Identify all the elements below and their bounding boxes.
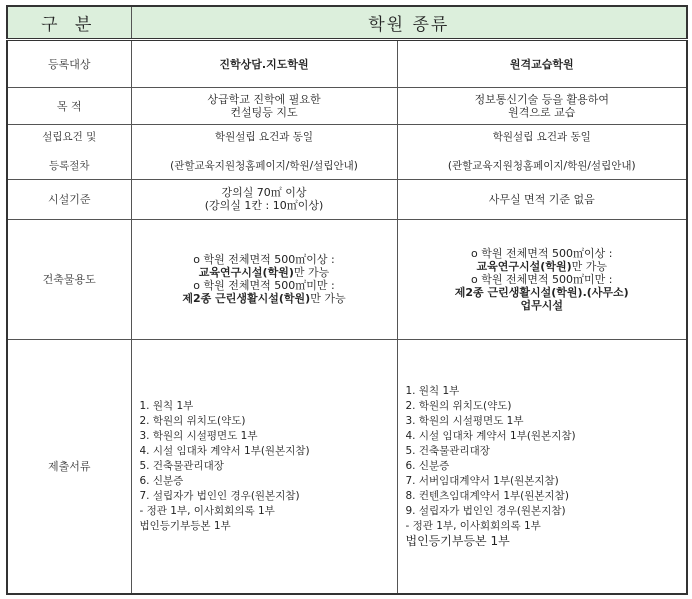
building-a-line4-bold: 제2종 근린생활시설(학원) bbox=[182, 292, 311, 305]
row-documents bbox=[7, 339, 687, 594]
documents-b-item: - 정관 1부, 이사회회의록 1부 bbox=[405, 519, 541, 532]
requirements-b-bottom: (관할교육지원청홈페이지/학원/설립안내) bbox=[447, 159, 636, 172]
cell-purpose-b bbox=[397, 87, 687, 124]
facility-a-line1: 강의실 70㎡ 이상 bbox=[221, 186, 307, 199]
documents-b-item: 8. 컨텐츠임대계약서 1부(원본지참) bbox=[405, 489, 569, 502]
documents-a-item: - 정관 1부, 이사회회의록 1부 bbox=[139, 504, 275, 517]
building-a-line2 bbox=[140, 266, 389, 279]
purpose-b-line1: 정보통신기술 등을 활용하여 bbox=[474, 92, 609, 106]
documents-b-item: 법인등기부등본 1부 bbox=[405, 533, 510, 548]
building-a-line2-rest: 만 가능 bbox=[293, 266, 330, 279]
header-academy-type: 학원 종류 bbox=[131, 6, 687, 39]
label-registration-target: 등록대상 bbox=[7, 39, 131, 87]
row-purpose bbox=[7, 87, 687, 124]
documents-a-item: 7. 설립자가 법인인 경우(원본지참) bbox=[139, 489, 300, 502]
building-b-line3: o 학원 전체면적 500㎡미만 : bbox=[471, 272, 613, 286]
row-requirements bbox=[7, 124, 687, 179]
cell-building-use-b bbox=[397, 219, 687, 339]
table-header-row bbox=[7, 6, 687, 39]
cell-documents-b bbox=[397, 339, 687, 594]
cell-remote-academy: 원격교습학원 bbox=[397, 39, 687, 87]
row-facility bbox=[7, 179, 687, 219]
cell-purpose-a bbox=[131, 87, 397, 124]
cell-consulting-academy: 진학상담.지도학원 bbox=[131, 39, 397, 87]
documents-a-item: 4. 시설 임대차 계약서 1부(원본지참) bbox=[139, 444, 310, 457]
label-requirements-bottom: 등록절차 bbox=[48, 159, 90, 172]
label-documents: 제출서류 bbox=[7, 339, 131, 594]
label-building-use: 건축물용도 bbox=[7, 219, 131, 339]
label-requirements-top: 설립요건 및 bbox=[42, 130, 97, 143]
documents-a-item: 1. 원칙 1부 bbox=[139, 399, 194, 412]
documents-a-item: 법인등기부등본 1부 bbox=[139, 519, 231, 532]
documents-a-item: 6. 신분증 bbox=[139, 474, 184, 487]
academy-type-table bbox=[6, 5, 688, 595]
building-b-line5: 업무시설 bbox=[520, 298, 563, 312]
building-b-line2-bold: 교육연구시설(학원) bbox=[476, 259, 572, 273]
cell-requirements-a bbox=[131, 124, 397, 179]
requirements-a-top: 학원설립 요건과 동일 bbox=[215, 130, 313, 143]
building-b-line1: o 학원 전체면적 500㎡이상 : bbox=[471, 246, 613, 260]
documents-b-item: 4. 시설 임대차 계약서 1부(원본지참) bbox=[405, 429, 576, 442]
building-b-line2-rest: 만 가능 bbox=[571, 259, 607, 273]
documents-b-item: 1. 원칙 1부 bbox=[405, 384, 460, 397]
building-b-line2 bbox=[406, 260, 679, 273]
building-a-line3: o 학원 전체면적 500㎡미만 : bbox=[193, 279, 335, 292]
row-registration-target bbox=[7, 39, 687, 87]
row-building-use bbox=[7, 219, 687, 339]
documents-b-item: 2. 학원의 위치도(약도) bbox=[405, 399, 512, 412]
documents-a-item: 2. 학원의 위치도(약도) bbox=[139, 414, 246, 427]
building-b-line4: 제2종 근린생활시설(학원).(사무소) bbox=[454, 285, 629, 299]
requirements-b-top: 학원설립 요건과 동일 bbox=[492, 130, 591, 143]
header-category: 구 분 bbox=[7, 6, 131, 39]
purpose-a-line2: 컨설팅등 지도 bbox=[230, 105, 298, 119]
cell-requirements-b bbox=[397, 124, 687, 179]
documents-b-item: 3. 학원의 시설평면도 1부 bbox=[405, 414, 524, 427]
documents-a-item: 3. 학원의 시설평면도 1부 bbox=[139, 429, 258, 442]
label-requirements bbox=[7, 124, 131, 179]
cell-documents-a bbox=[131, 339, 397, 594]
label-facility: 시설기준 bbox=[7, 179, 131, 219]
documents-b-item: 5. 건축물관리대장 bbox=[405, 444, 490, 457]
documents-b-item: 7. 서버임대계약서 1부(원본지참) bbox=[405, 474, 559, 487]
cell-facility-b: 사무실 면적 기준 없음 bbox=[397, 179, 687, 219]
documents-b-item: 6. 신분증 bbox=[405, 459, 450, 472]
cell-facility-a bbox=[131, 179, 397, 219]
requirements-a-bottom: (관할교육지원청홈페이지/학원/설립안내) bbox=[170, 159, 358, 172]
documents-b-item: 9. 설립자가 법인인 경우(원본지참) bbox=[405, 504, 566, 517]
cell-building-use-a bbox=[131, 219, 397, 339]
building-a-line4 bbox=[140, 292, 389, 305]
facility-a-line2: (강의실 1칸 : 10㎡이상) bbox=[204, 199, 324, 212]
building-a-line2-bold: 교육연구시설(학원) bbox=[198, 266, 294, 279]
documents-a-item: 5. 건축물관리대장 bbox=[139, 459, 224, 472]
label-purpose: 목 적 bbox=[7, 87, 131, 124]
purpose-a-line1: 상급학교 진학에 필요한 bbox=[207, 92, 321, 106]
purpose-b-line2: 원격으로 교습 bbox=[508, 105, 576, 119]
building-a-line1: o 학원 전체면적 500㎡이상 : bbox=[193, 253, 335, 266]
building-a-line4-rest: 만 가능 bbox=[310, 292, 346, 305]
